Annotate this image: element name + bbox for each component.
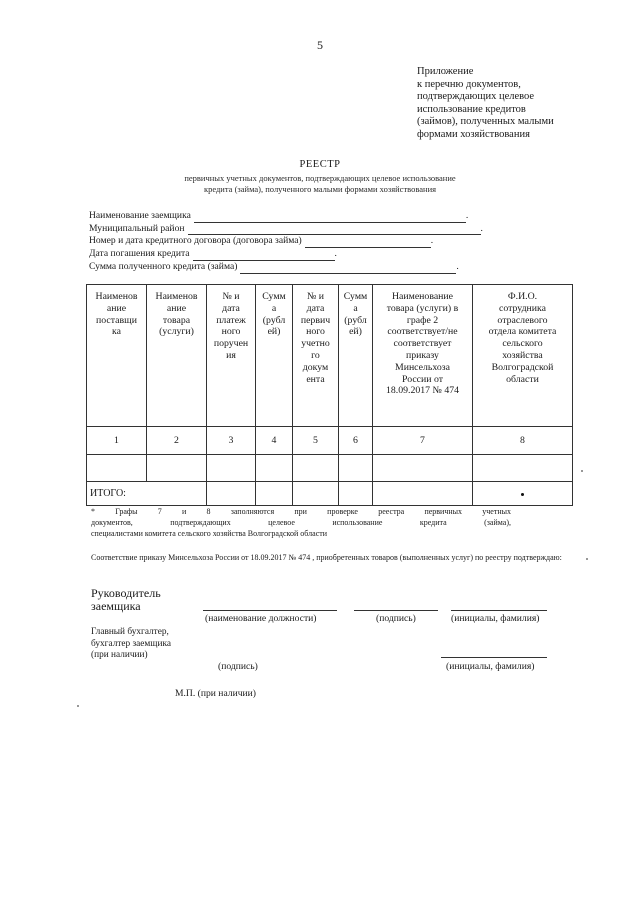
header-line: а — [353, 302, 358, 314]
header-cell — [339, 285, 373, 427]
footnote-line: специалистами комитета сельского хозяйства Волгоградской области — [91, 529, 328, 539]
header-line: первич — [300, 314, 331, 326]
table-cell[interactable] — [293, 482, 339, 506]
appendix-line: (займов), полученных малыми — [417, 116, 554, 128]
total-label: ИТОГО: — [87, 482, 207, 506]
repayment-date-blank[interactable] — [193, 251, 335, 261]
head-label — [91, 587, 161, 613]
appendix-line: подтверждающих целевое — [417, 91, 535, 103]
table-cell[interactable] — [373, 455, 473, 482]
header-cell — [147, 285, 207, 427]
header-cell — [373, 285, 473, 427]
appendix-line: к перечню документов, — [417, 78, 521, 90]
header-line: 18.09.2017 № 474 — [385, 385, 460, 397]
table-cell[interactable] — [339, 482, 373, 506]
header-line: дата — [222, 302, 240, 314]
header-line: ей) — [349, 326, 362, 338]
accountant-label-line: (при наличии) — [91, 650, 148, 660]
table-cell[interactable] — [87, 455, 147, 482]
field-end: . — [430, 235, 434, 247]
accountant-initials-line[interactable] — [441, 657, 547, 658]
field-label: Сумма полученного кредита (займа) — [89, 260, 238, 272]
scan-dot — [521, 493, 524, 496]
header-cell — [256, 285, 293, 427]
header-line: хозяйства — [502, 349, 543, 361]
header-line: поставщи — [96, 314, 137, 326]
header-line: сельского — [502, 338, 543, 350]
header-line: ей) — [267, 326, 281, 338]
registry-subtitle-line: первичных учетных документов, подтверждающих целевое использование — [184, 173, 456, 183]
credit-agreement-field — [89, 235, 483, 248]
header-line: Ф.И.О. — [507, 291, 538, 302]
registry-table — [86, 284, 573, 506]
header-line: № и — [222, 291, 240, 302]
head-label-line: Руководитель — [91, 586, 161, 600]
position-caption: (наименование должности) — [205, 613, 317, 624]
header-line: отраслевого — [497, 314, 548, 326]
table-cell[interactable] — [207, 482, 256, 506]
total-cell-last[interactable] — [473, 482, 573, 506]
header-line: соответствует — [393, 338, 452, 350]
table-cell[interactable] — [256, 482, 293, 506]
header-cell — [87, 285, 147, 427]
table-cell[interactable] — [339, 455, 373, 482]
header-cell — [473, 285, 573, 427]
stamp-note: М.П. (при наличии) — [175, 688, 256, 699]
field-end: . — [465, 210, 469, 221]
header-line: Сумм — [343, 291, 368, 302]
initials-line[interactable] — [451, 610, 547, 611]
position-line[interactable] — [203, 610, 337, 611]
header-line: го — [311, 349, 320, 361]
table-cell[interactable] — [147, 455, 207, 482]
header-line: ка — [112, 326, 121, 338]
header-cell — [293, 285, 339, 427]
table-cell[interactable] — [473, 455, 573, 482]
header-line: товара (услуги) в — [386, 302, 459, 314]
credit-agreement-blank[interactable] — [305, 238, 431, 248]
borrower-fields — [89, 210, 483, 274]
field-label: Номер и дата кредитного договора (договора займа) — [89, 235, 302, 247]
header-line: России от — [401, 373, 444, 385]
registry-table-wrap — [86, 284, 573, 506]
initials-caption: (инициалы, фамилия) — [451, 613, 540, 624]
column-number-row — [87, 427, 573, 455]
scan-speck — [586, 558, 588, 560]
table-cell[interactable] — [256, 455, 293, 482]
column-number: 6 — [339, 427, 373, 455]
header-line: приказу — [406, 349, 439, 361]
appendix-line: Приложение — [417, 66, 474, 77]
repayment-date-field — [89, 248, 483, 261]
column-number: 4 — [256, 427, 293, 455]
municipal-district-field — [89, 223, 483, 236]
page-number: 5 — [317, 38, 323, 52]
header-line: Сумм — [262, 291, 286, 302]
header-line: отдела комитета — [488, 326, 557, 338]
header-line: соответствует/не — [387, 326, 458, 338]
header-line: ента — [306, 373, 325, 385]
header-line: (рубл — [344, 314, 367, 326]
header-line: дата — [306, 302, 325, 314]
signature-line[interactable] — [354, 610, 438, 611]
column-number: 5 — [293, 427, 339, 455]
scan-speck — [77, 705, 79, 707]
credit-amount-blank[interactable] — [240, 264, 456, 274]
field-label: Наименование заемщика — [89, 210, 191, 221]
header-line: Наименов — [95, 291, 138, 302]
scan-speck — [581, 470, 583, 472]
table-cell[interactable] — [373, 482, 473, 506]
header-line: Наименование — [391, 291, 454, 302]
table-cell[interactable] — [207, 455, 256, 482]
head-label-line: заемщика — [91, 599, 141, 613]
footnote-line: документов, подтверждающих целевое использование кредита (займа), — [91, 518, 511, 528]
appendix-line: использование кредитов — [417, 103, 526, 115]
header-line: ия — [226, 349, 236, 361]
borrower-name-field — [89, 210, 483, 223]
table-cell[interactable] — [293, 455, 339, 482]
header-line: ного — [306, 326, 325, 338]
column-number: 8 — [473, 427, 573, 455]
accountant-label — [91, 627, 171, 662]
appendix-block — [417, 66, 617, 142]
header-line: поручен — [213, 338, 249, 350]
borrower-name-blank[interactable] — [194, 213, 466, 223]
header-line: области — [506, 373, 539, 385]
header-line: Наименов — [155, 291, 198, 302]
header-line: (рубл — [262, 314, 286, 326]
column-number: 2 — [147, 427, 207, 455]
registry-subtitle — [0, 173, 640, 195]
registry-subtitle-line: кредита (займа), полученного малыми формами хозяйствования — [203, 184, 437, 194]
footnote-line: * Графы 7 и 8 заполняются при проверке реестра первичных учетных — [91, 507, 511, 516]
header-line: докум — [302, 361, 329, 373]
confirmation-text: Соответствие приказу Минсельхоза России от 18.09.2017 № 474 , приобретенных товаров (выполненных услуг) по реестру подтверждаю: — [91, 553, 562, 562]
header-line: товара — [162, 314, 191, 326]
table-row — [87, 455, 573, 482]
header-line: (услуги) — [159, 326, 194, 338]
table-header-row — [87, 285, 573, 427]
header-line: ного — [221, 326, 241, 338]
accountant-signature-caption: (подпись) — [218, 661, 258, 672]
footnote — [91, 506, 511, 540]
appendix-line: формами хозяйствования — [417, 128, 530, 140]
header-line: графе 2 — [406, 314, 439, 326]
credit-amount-field — [89, 261, 483, 274]
signature-caption: (подпись) — [376, 613, 416, 624]
municipal-district-blank[interactable] — [188, 222, 483, 235]
total-row — [87, 482, 573, 506]
header-cell — [207, 285, 256, 427]
accountant-label-line: бухгалтер заемщика — [91, 638, 171, 649]
header-line: платеж — [216, 314, 246, 326]
accountant-initials-caption: (инициалы, фамилия) — [446, 661, 535, 672]
header-line: а — [271, 302, 277, 314]
header-line: № и — [306, 291, 325, 302]
header-line: сотрудника — [499, 302, 546, 314]
field-end: . — [480, 222, 483, 234]
field-label: Дата погашения кредита — [89, 248, 190, 260]
column-number: 3 — [207, 427, 256, 455]
column-number: 1 — [87, 427, 147, 455]
header-line: Минсельхоза — [394, 361, 450, 373]
header-line: ание — [166, 302, 187, 314]
accountant-label-line: Главный бухгалтер, — [91, 627, 169, 637]
column-number: 7 — [373, 427, 473, 455]
field-end: . — [334, 248, 337, 260]
header-line: Волгоградской — [491, 361, 554, 373]
field-label: Муниципальный район — [89, 222, 185, 234]
header-line: учетно — [301, 338, 330, 350]
field-end: . — [456, 260, 459, 272]
registry-title: РЕЕСТР — [299, 159, 341, 170]
header-line: ание — [106, 302, 127, 314]
